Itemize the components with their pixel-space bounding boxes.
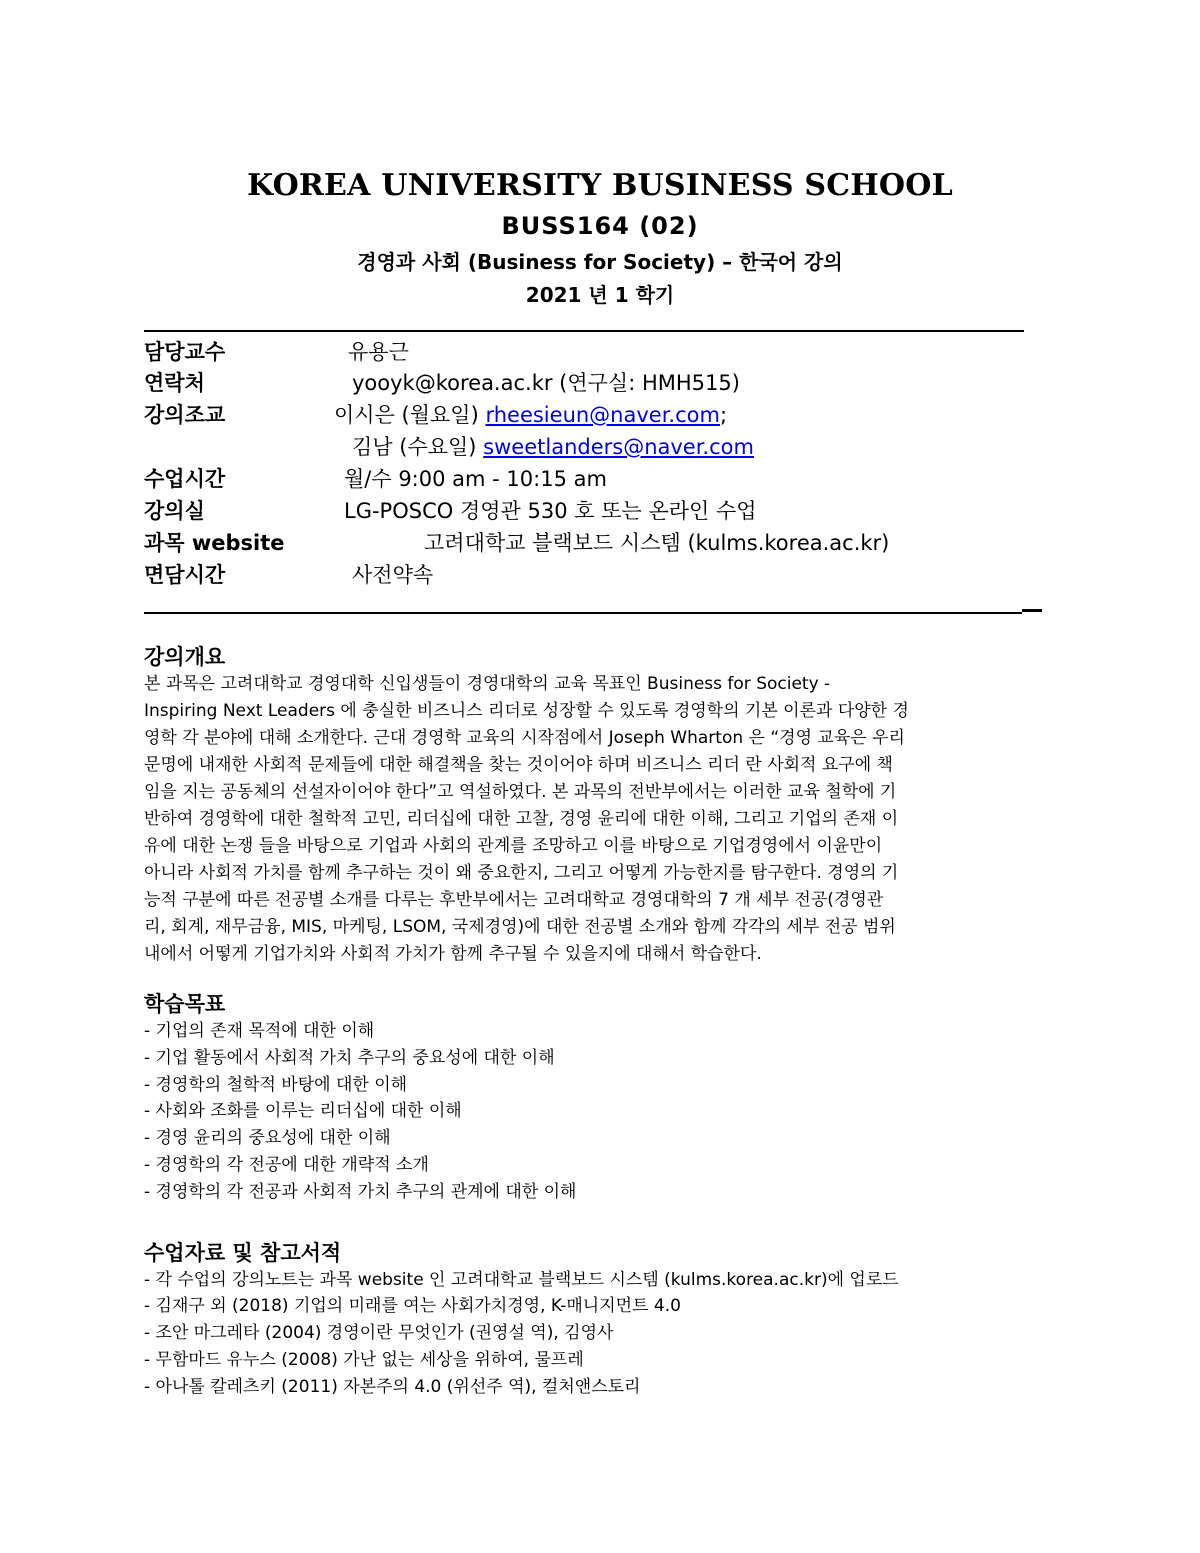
overview-line: 아니라 사회적 가치를 함께 추구하는 것이 왜 중요한지, 그리고 어떻게 가능한지를 탐구한다. 경영의 기 — [144, 863, 899, 883]
semester: 2021 년 1 학기 — [525, 283, 675, 307]
ta1-email-link[interactable]: rheesieun@naver.com — [485, 403, 720, 427]
objectives-heading: 학습목표 — [144, 992, 226, 1016]
overview-line: 리, 회계, 재무금융, MIS, 마케팅, LSOM, 국제경영)에 대한 전공별 소개와 함께 각각의 세부 전공 범위 — [144, 917, 896, 937]
overview-line: 유에 대한 논쟁 들을 바탕으로 기업과 사회의 관계를 조망하고 이를 바탕으로 기업경영에서 이윤만이 — [144, 836, 883, 856]
objective-item: - 경영학의 철학적 바탕에 대한 이해 — [144, 1075, 408, 1095]
overview-line: 본 과목은 고려대학교 경영대학 신입생들이 경영대학의 교육 목표인 Business for Society - — [144, 674, 831, 694]
room-value: LG-POSCO 경영관 530 호 또는 온라인 수업 — [344, 499, 757, 523]
contact-label: 연락처 — [144, 371, 205, 395]
overview-heading: 강의개요 — [144, 645, 226, 669]
contact-value: yooyk@korea.ac.kr (연구실: HMH515) — [352, 371, 740, 395]
material-item: - 아나톨 칼레츠키 (2011) 자본주의 4.0 (위선주 역), 컬처앤스토리 — [144, 1377, 641, 1397]
professor-value: 유용근 — [348, 340, 409, 364]
objective-item: - 경영학의 각 전공에 대한 개략적 소개 — [144, 1155, 429, 1175]
divider-tail — [1022, 609, 1042, 612]
material-item: - 조안 마그레타 (2004) 경영이란 무엇인가 (권영설 역), 김영사 — [144, 1323, 614, 1343]
ta-label: 강의조교 — [144, 403, 226, 427]
ta2-name: 김남 (수요일) — [352, 435, 484, 459]
school-title: KOREA UNIVERSITY BUSINESS SCHOOL — [247, 168, 953, 203]
website-value: 고려대학교 블랙보드 시스템 (kulms.korea.ac.kr) — [424, 531, 890, 555]
overview-line: Inspiring Next Leaders 에 충실한 비즈니스 리더로 성장할 수 있도록 경영학의 기본 이론과 다양한 경 — [144, 701, 909, 721]
material-item: - 각 수업의 강의노트는 과목 website 인 고려대학교 블랙보드 시스템 (kulms.korea.ac.kr)에 업로드 — [144, 1270, 899, 1290]
time-label: 수업시간 — [144, 467, 226, 491]
website-label: 과목 website — [144, 531, 285, 555]
ta1-name: 이시은 (월요일) — [334, 403, 486, 427]
overview-line: 영학 각 분야에 대해 소개한다. 근대 경영학 교육의 시작점에서 Joseph Wharton 은 “경영 교육은 우리 — [144, 728, 905, 748]
professor-label: 담당교수 — [144, 340, 226, 364]
objective-item: - 기업 활동에서 사회적 가치 추구의 중요성에 대한 이해 — [144, 1048, 555, 1068]
overview-line: 문명에 내재한 사회적 문제들에 대한 해결책을 찾는 것이어야 하며 비즈니스 리더 란 사회적 요구에 책 — [144, 755, 893, 775]
bottom-divider — [144, 612, 1022, 614]
course-name: 경영과 사회 (Business for Society) – 한국어 강의 — [357, 250, 843, 274]
objective-item: - 사회와 조화를 이루는 리더십에 대한 이해 — [144, 1101, 462, 1121]
materials-heading: 수업자료 및 참고서적 — [144, 1241, 342, 1265]
time-value: 월/수 9:00 am - 10:15 am — [344, 467, 607, 491]
ta2-line — [352, 434, 754, 460]
overview-line: 내에서 어떻게 기업가치와 사회적 가치가 함께 추구될 수 있을지에 대해서 학습한다. — [144, 944, 762, 964]
objective-item: - 경영 윤리의 중요성에 대한 이해 — [144, 1128, 391, 1148]
objective-item: - 기업의 존재 목적에 대한 이해 — [144, 1021, 375, 1041]
room-label: 강의실 — [144, 499, 205, 523]
office-hours-value: 사전약속 — [352, 563, 434, 587]
ta2-email-link[interactable]: sweetlanders@naver.com — [483, 435, 754, 459]
overview-line: 능적 구분에 따른 전공별 소개를 다루는 후반부에서는 고려대학교 경영대학의 7 개 세부 전공(경영관 — [144, 890, 884, 910]
material-item: - 김재구 외 (2018) 기업의 미래를 여는 사회가치경영, K-매니지먼트 4.0 — [144, 1296, 681, 1316]
course-code: BUSS164 (02) — [501, 212, 699, 240]
ta1-suffix: ; — [719, 403, 728, 427]
top-divider — [144, 330, 1024, 332]
objective-item: - 경영학의 각 전공과 사회적 가치 추구의 관계에 대한 이해 — [144, 1182, 577, 1202]
material-item: - 무함마드 유누스 (2008) 가난 없는 세상을 위하여, 물프레 — [144, 1350, 584, 1370]
ta1-line — [334, 402, 727, 428]
overview-line: 임을 지는 공동체의 선설자이어야 한다”고 역설하였다. 본 과목의 전반부에서는 이러한 교육 철학에 기 — [144, 782, 897, 802]
office-hours-label: 면담시간 — [144, 563, 226, 587]
overview-line: 반하여 경영학에 대한 철학적 고민, 리더십에 대한 고찰, 경영 윤리에 대한 이해, 그리고 기업의 존재 이 — [144, 809, 899, 829]
